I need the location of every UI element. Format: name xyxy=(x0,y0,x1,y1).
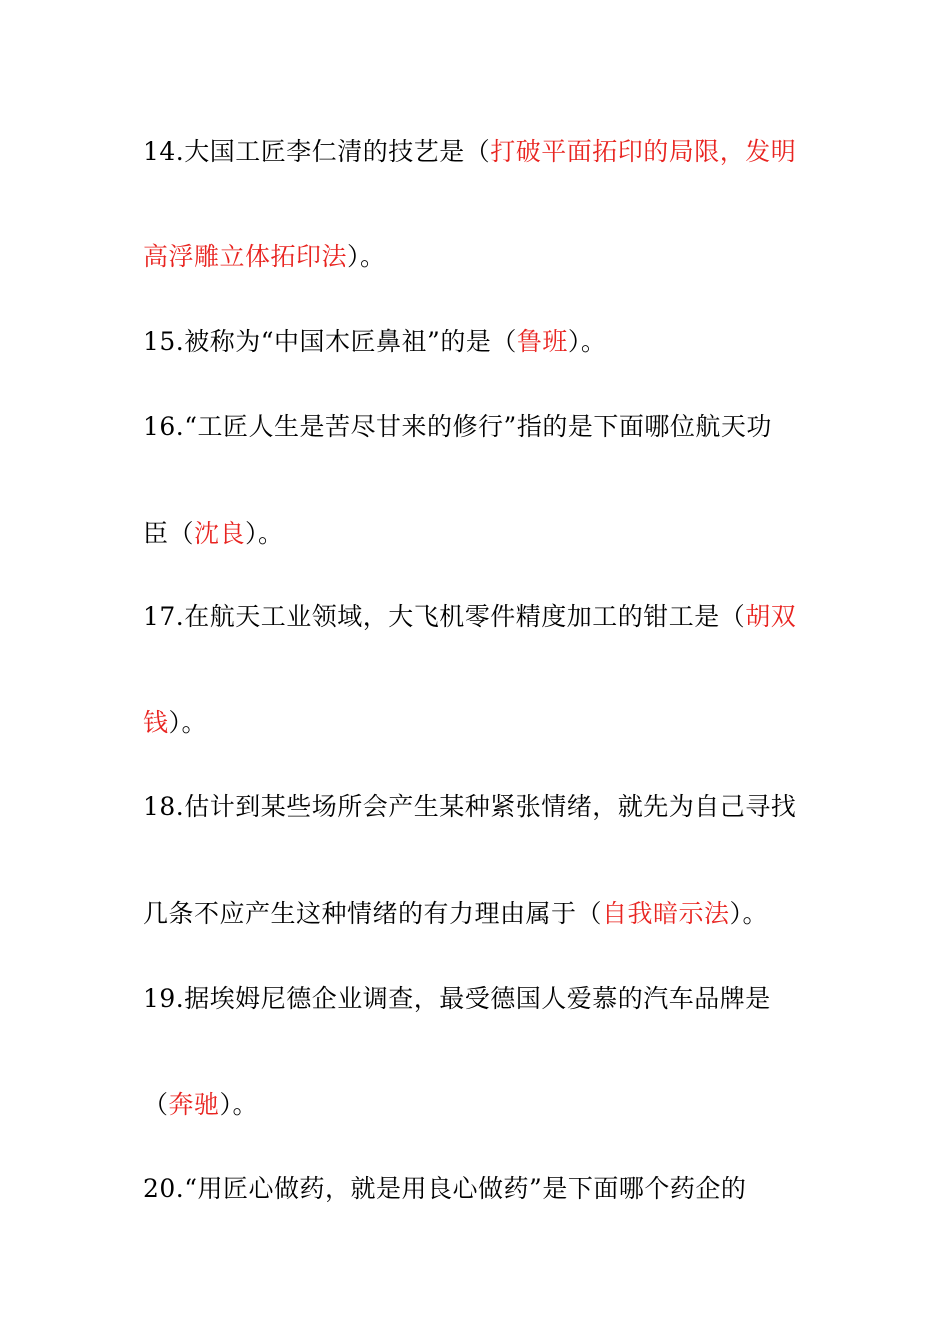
question-text: 16.“工匠人生是苦尽甘来的修行”指的是下面哪位航天功 xyxy=(143,412,772,441)
answer-text: 鲁班 xyxy=(516,327,568,356)
question-text: 17.在航天工业领域，大飞机零件精度加工的钳工是（ xyxy=(143,602,746,631)
question-text-end: ）。 xyxy=(168,708,208,737)
question-text: 臣（ xyxy=(143,519,195,548)
question-text-end: ）。 xyxy=(729,899,769,928)
question-18-line-1 xyxy=(143,790,823,824)
question-text: 15.被称为“中国木匠鼻祖”的是（ xyxy=(143,327,517,356)
answer-text: 钱 xyxy=(143,708,169,737)
question-17-line-2 xyxy=(143,706,823,740)
question-text-end: ）。 xyxy=(245,519,284,548)
question-16-line-2 xyxy=(143,517,823,551)
question-text-end: ）。 xyxy=(219,1090,259,1119)
question-15-line-1 xyxy=(143,325,823,359)
question-text: 几条不应产生这种情绪的有力理由属于（ xyxy=(143,899,603,928)
answer-text: 沈良 xyxy=(194,519,246,548)
answer-text: 奔驰 xyxy=(168,1090,220,1119)
question-text: 19.据埃姆尼德企业调查，最受德国人爱慕的汽车品牌是 xyxy=(143,984,771,1013)
question-text: 18.估计到某些场所会产生某种紧张情绪，就先为自己寻找 xyxy=(143,792,797,821)
answer-text: 高浮雕立体拓印法 xyxy=(143,242,348,271)
question-17-line-1 xyxy=(143,600,823,634)
question-16-line-1 xyxy=(143,410,823,444)
question-19-line-1 xyxy=(143,982,823,1016)
question-14-line-1 xyxy=(143,135,823,169)
question-18-line-2 xyxy=(143,897,823,931)
answer-text: 胡双 xyxy=(745,602,797,631)
question-text: 14.大国工匠李仁清的技艺是（ xyxy=(143,137,491,166)
answer-text: 自我暗示法 xyxy=(602,899,730,928)
question-text: （ xyxy=(143,1090,169,1119)
question-text-end: ）。 xyxy=(347,242,386,271)
question-text-end: ）。 xyxy=(567,327,607,356)
question-14-line-2 xyxy=(143,240,823,274)
question-text: 20.“用匠心做药，就是用良心做药”是下面哪个药企的 xyxy=(143,1174,747,1203)
question-20-line-1 xyxy=(143,1172,823,1206)
question-19-line-2 xyxy=(143,1088,823,1122)
answer-text: 打破平面拓印的局限，发明 xyxy=(490,137,797,166)
